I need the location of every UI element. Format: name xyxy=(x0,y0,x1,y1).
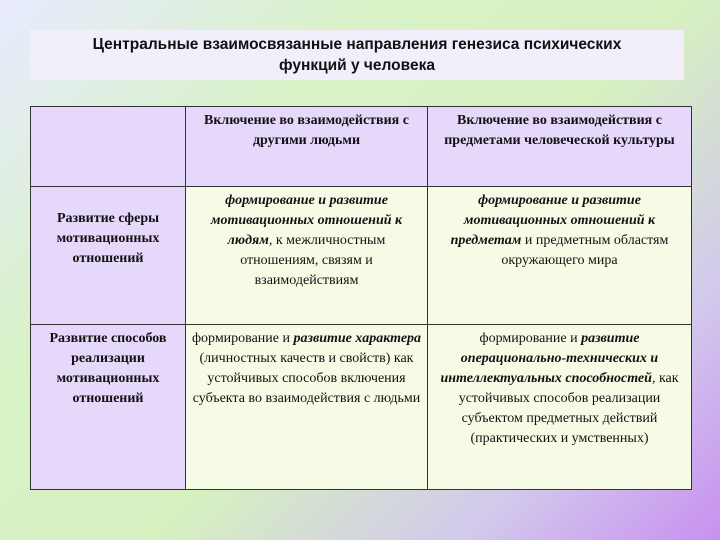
cell-text-prefix: формирование и xyxy=(191,331,294,346)
slide-title-line-1: Центральные взаимосвязанные направления генезиса психических xyxy=(92,36,622,53)
table-cell xyxy=(428,325,692,490)
table-header-row xyxy=(31,107,692,187)
row-label-realization-methods: Развитие способов реализации мотивационных отношений xyxy=(31,325,186,490)
cell-text: , как устойчивых способов реализации субъектом предметных действий (практических и умственных) xyxy=(458,371,679,446)
cell-text: (личностных качеств и свойств) как устойчивых способов включения субъекта во взаимодействия с людьми xyxy=(192,351,421,406)
header-cell-people: Включение во взаимодействия с другими людьми xyxy=(186,107,428,187)
table-row xyxy=(31,187,692,325)
header-cell-empty xyxy=(31,107,186,187)
header-cell-objects: Включение во взаимодействия с предметами человеческой культуры xyxy=(428,107,692,187)
slide-title xyxy=(30,30,684,80)
table-cell xyxy=(186,325,428,490)
table-row xyxy=(31,325,692,490)
slide-title-line-2: функций у человека xyxy=(279,57,435,74)
comparison-table xyxy=(30,106,692,490)
cell-emphasis: формирование и развитие мотивационных отношений к предметам xyxy=(450,193,656,248)
table-cell xyxy=(186,187,428,325)
cell-emphasis: развитие операционально-технических и интеллектуальных способностей xyxy=(440,331,659,386)
cell-text: , к межличностным отношениям, связям и взаимодействиям xyxy=(240,233,386,288)
cell-text: и предметным областям окружающего мира xyxy=(501,233,669,268)
cell-emphasis: развитие характера xyxy=(293,331,422,346)
table-cell xyxy=(428,187,692,325)
cell-emphasis: формирование и развитие мотивационных отношений к людям xyxy=(210,193,403,248)
row-label-motivation-sphere: Развитие сферы мотивационных отношений xyxy=(31,187,186,325)
cell-text-prefix: формирование и xyxy=(479,331,582,346)
